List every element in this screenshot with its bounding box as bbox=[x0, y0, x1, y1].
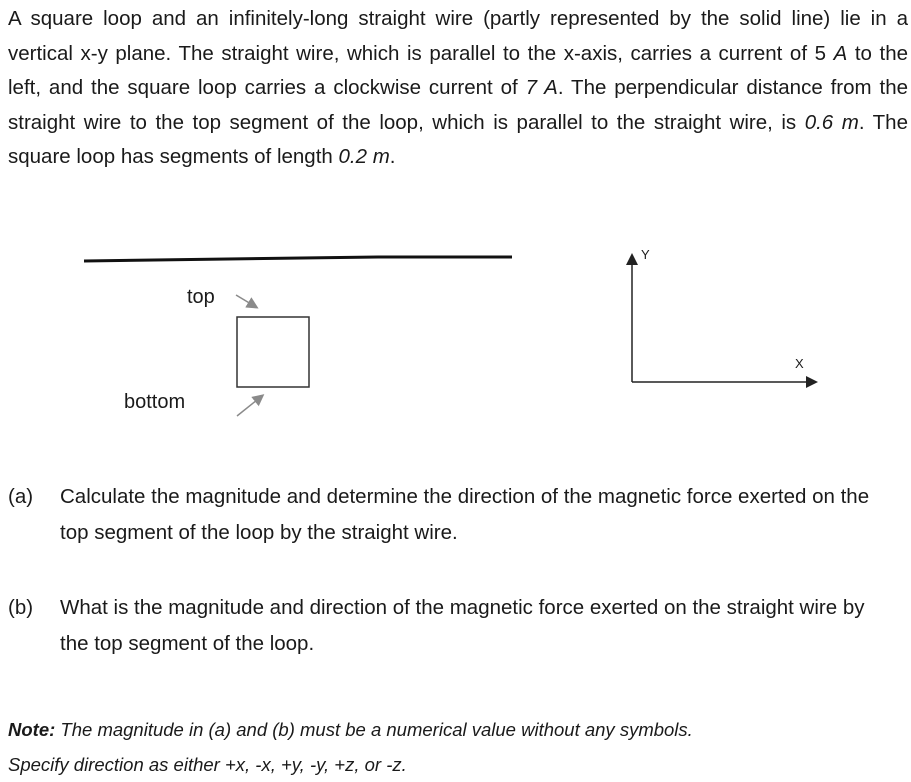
question-b bbox=[8, 590, 888, 662]
note bbox=[8, 712, 898, 782]
intro-italic: 0.2 m bbox=[338, 145, 390, 168]
top-arrow bbox=[236, 295, 256, 307]
intro-text: . The square loop has segments of length bbox=[8, 110, 908, 168]
note-line: The magnitude in (a) and (b) must be a numerical value without any symbols. bbox=[55, 719, 693, 740]
y-axis-label: Y bbox=[641, 247, 650, 262]
intro-text: . The perpendicular distance from the straight wire to the top segment of the loop, which is parallel to the straight wire, is bbox=[8, 76, 909, 134]
intro-italic: A bbox=[833, 41, 848, 65]
question-label: (a) bbox=[8, 485, 34, 508]
question-label: (b) bbox=[8, 596, 34, 619]
note-title: Note: bbox=[8, 719, 56, 740]
straight-wire bbox=[84, 257, 378, 261]
intro-text: . bbox=[389, 145, 396, 168]
top-label: top bbox=[187, 286, 215, 308]
x-axis-label: X bbox=[795, 356, 804, 371]
question-text: Calculate the magnitude and determine the direction of the magnetic force exerted on the top segment of the loop by the straight wire. bbox=[60, 485, 870, 544]
intro-text: to the left, and the square loop carries a clockwise current of bbox=[8, 41, 908, 99]
intro-italic: 7 A bbox=[525, 76, 558, 99]
bottom-label: bottom bbox=[124, 391, 186, 413]
square-loop bbox=[237, 317, 309, 387]
intro-text: A square loop and an infinitely-long straight wire (partly represented by the solid line) lie in a vertical x-y plane. The straight wire, which is parallel to the x-axis, carries a current of 5 bbox=[8, 7, 908, 65]
question-a bbox=[8, 479, 888, 551]
question-text: What is the magnitude and direction of the magnetic force exerted on the straight wire by the top segment of the loop. bbox=[60, 596, 865, 655]
note-line: Specify direction as either +x, -x, +y, -y, +z, or -z. bbox=[8, 754, 407, 775]
intro-italic: 0.6 m bbox=[804, 110, 859, 134]
bottom-arrow bbox=[237, 396, 262, 416]
